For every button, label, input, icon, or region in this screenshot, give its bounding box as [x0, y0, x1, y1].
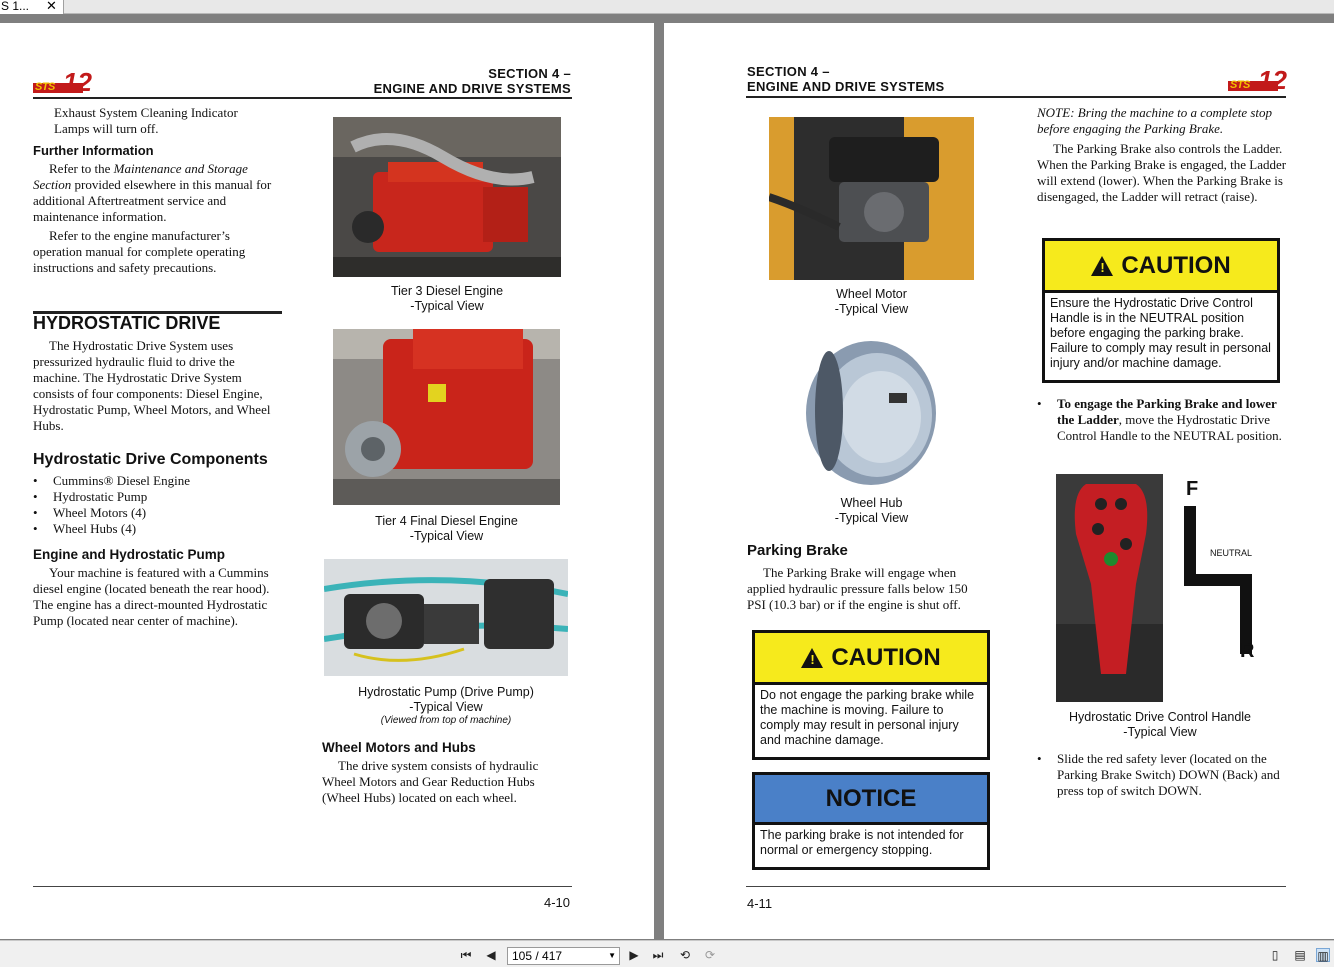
two-page-view-icon[interactable]: ▥: [1317, 949, 1329, 963]
page-number-field[interactable]: 105 / 417 ▼: [507, 947, 620, 965]
caution-banner: ! CAUTION: [1045, 241, 1277, 293]
slide-bullet: [1037, 751, 1287, 799]
sts12-logo: STS 12: [1230, 65, 1287, 95]
fnr-diagram: [1184, 478, 1269, 668]
control-handle-caption: Hydrostatic Drive Control Handle -Typical View: [1068, 710, 1251, 739]
chevron-down-icon[interactable]: ▼: [608, 951, 616, 960]
caution-text: Ensure the Hydrostatic Drive Control Handle is in the NEUTRAL position before engaging the parking brake. Failure to comply may result in personal injury and/or machine damage.: [1050, 296, 1271, 370]
warning-triangle-icon: [801, 648, 823, 668]
caution-banner: ! CAUTION: [755, 633, 987, 685]
page-number: 4-10: [543, 895, 570, 910]
next-page-icon[interactable]: ▶: [629, 948, 639, 962]
wheel-motors-p: The drive system consists of hydraulic Wheel Motors and Gear Reduction Hubs (Wheel Hubs) located on each wheel.: [322, 758, 539, 805]
caution-text: Do not engage the parking brake while the machine is moving. Failure to comply may result in personal injury and machine damage.: [760, 688, 975, 747]
engage-bullet: [1037, 396, 1287, 444]
further-info-p1: Refer to the Maintenance and Storage Section provided elsewhere in this manual for additional Aftertreatment service and maintenance information.: [33, 161, 272, 224]
continuous-view-icon[interactable]: ▤: [1294, 948, 1306, 962]
tier3-caption: Tier 3 Diesel Engine -Typical View: [390, 284, 504, 313]
list-item: • Wheel Hubs (4): [33, 521, 283, 537]
list-item: • To engage the Parking Brake and lower the Ladder, move the Hydrostatic Drive Control Handle to the NEUTRAL position.: [1037, 396, 1287, 444]
forward-label: F: [1186, 478, 1199, 500]
rotate-right-icon[interactable]: ⟳: [704, 948, 716, 962]
page-number: 4-11: [747, 896, 773, 911]
status-bar: [0, 940, 1334, 967]
previous-page-icon[interactable]: ◀: [486, 948, 496, 962]
components-heading: Hydrostatic Drive Components: [33, 451, 268, 468]
notice-box: [752, 772, 990, 870]
header-rule: [33, 97, 572, 99]
list-item: • Slide the red safety lever (located on the Parking Brake Switch) DOWN (Back) and press top of switch DOWN.: [1037, 751, 1287, 799]
page-4-11: [664, 23, 1334, 939]
single-page-view-icon[interactable]: ▯: [1271, 948, 1279, 962]
footer-rule: [33, 886, 572, 887]
hydrostatic-pump-photo: [324, 559, 568, 676]
ladder-p: The Parking Brake also controls the Ladder. When the Parking Brake is engaged, the Ladder will extend (lower). When the Parking Brake is disengaged, the Ladder will retract (raise).: [1037, 141, 1287, 204]
wheel-hub-photo: [789, 333, 954, 493]
engine-pump-p: Your machine is featured with a Cummins diesel engine (located beneath the rear hood). The engine has a direct-mounted Hydrostatic Pump (located near center of machine).: [33, 565, 270, 628]
engine-pump-heading: Engine and Hydrostatic Pump: [33, 547, 226, 562]
footer-rule: [746, 886, 1286, 887]
tier4-caption: Tier 4 Final Diesel Engine -Typical View: [375, 514, 518, 543]
tab-bar: [0, 0, 1334, 14]
notice-banner: NOTICE: [755, 775, 987, 825]
tab-title[interactable]: S 1...: [1, 0, 30, 13]
wheel-hub-caption: Wheel Hub -Typical View: [834, 496, 909, 525]
wheel-motors-heading: Wheel Motors and Hubs: [322, 740, 476, 755]
list-item: • Hydrostatic Pump: [33, 489, 283, 505]
control-handle-photo: [1056, 474, 1163, 702]
first-page-icon[interactable]: ⏮: [460, 948, 472, 962]
wheel-motor-photo: [769, 117, 974, 280]
document-viewer[interactable]: [0, 15, 1334, 940]
parking-brake-heading: Parking Brake: [747, 542, 848, 559]
further-info-heading: Further Information: [33, 143, 154, 158]
reverse-label: R: [1240, 640, 1255, 662]
parking-brake-p: The Parking Brake will engage when applied hydraulic pressure falls below 150 PSI (10.3 bar) or if the engine is shut off.: [747, 565, 968, 612]
caution-box-1: [752, 630, 990, 760]
pump-caption: Hydrostatic Pump (Drive Pump) -Typical View (Viewed from top of machine): [358, 685, 534, 726]
page-4-10: [0, 23, 654, 939]
last-page-icon[interactable]: ⏭: [652, 948, 664, 962]
neutral-label: NEUTRAL: [1210, 548, 1253, 558]
further-info-p2: Refer to the engine manufacturer’s operation manual for complete operating instructions and safety precautions.: [33, 228, 246, 275]
tier4-engine-photo: [333, 329, 560, 505]
rotate-left-icon[interactable]: ⟲: [679, 948, 691, 962]
exhaust-text: Exhaust System Cleaning Indicator Lamps will turn off.: [54, 105, 238, 136]
notice-text: The parking brake is not intended for normal or emergency stopping.: [760, 828, 964, 857]
section-header: SECTION 4 – ENGINE AND DRIVE SYSTEMS: [747, 64, 945, 94]
components-list: [33, 473, 283, 537]
hydrostatic-drive-heading: HYDROSTATIC DRIVE: [33, 313, 221, 333]
caution-box-2: [1042, 238, 1280, 383]
note-text: NOTE: Bring the machine to a complete stop before engaging the Parking Brake.: [1037, 105, 1273, 136]
sts12-logo: STS 12: [35, 67, 92, 97]
hydrostatic-drive-p: The Hydrostatic Drive System uses pressurized hydraulic fluid to drive the machine. The Hydrostatic Drive System consists of four components: Diesel Engine, Hydrostatic Pump, Wheel Motors, and Wheel Hubs.: [33, 338, 271, 433]
wheel-motor-caption: Wheel Motor -Typical View: [834, 287, 909, 316]
tier3-engine-photo: [333, 117, 561, 277]
list-item: • Cummins® Diesel Engine: [33, 473, 283, 489]
section-header: SECTION 4 – ENGINE AND DRIVE SYSTEMS: [373, 66, 571, 96]
warning-triangle-icon: [1091, 256, 1113, 276]
document-tab[interactable]: [0, 0, 64, 14]
list-item: • Wheel Motors (4): [33, 505, 283, 521]
header-rule: [746, 96, 1286, 98]
close-tab-icon[interactable]: ✕: [46, 0, 57, 13]
